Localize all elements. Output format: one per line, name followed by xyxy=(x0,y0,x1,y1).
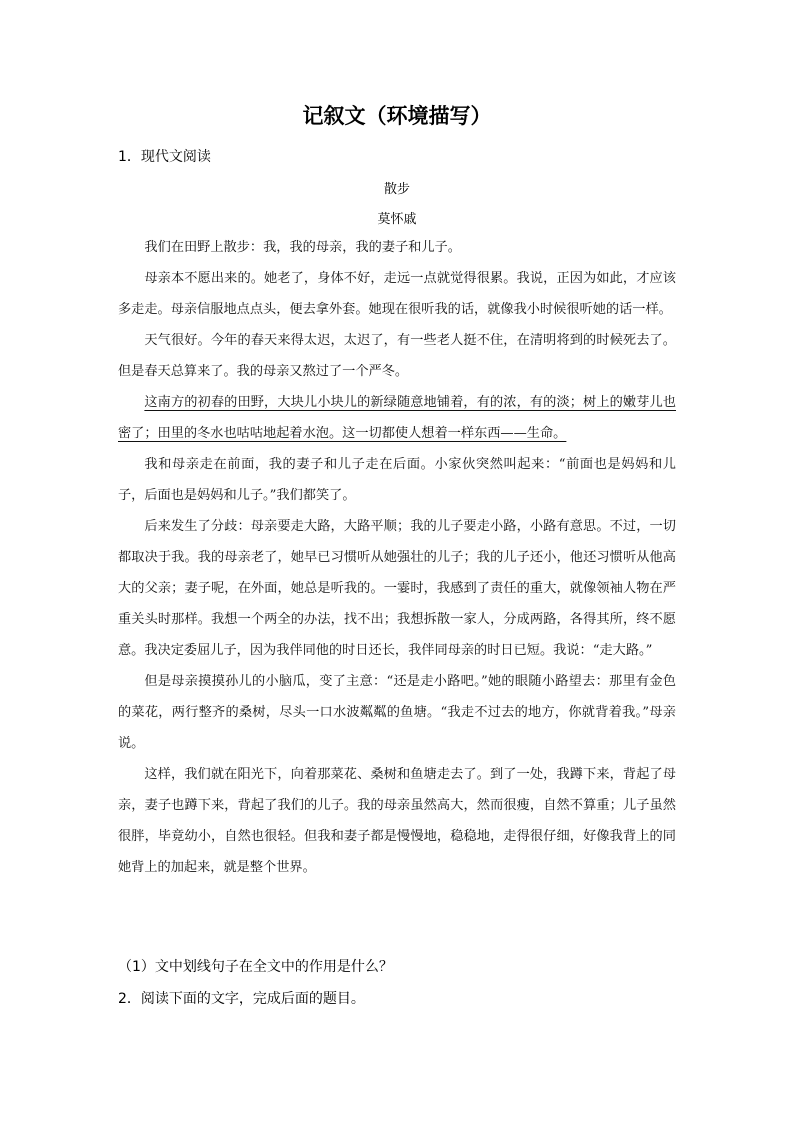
question-2-label: 2．阅读下面的文字，完成后面的题目。 xyxy=(118,991,365,1007)
article-author: 莫怀戚 xyxy=(377,212,417,227)
document-title: 记叙文（环境描写） xyxy=(302,104,492,128)
paragraph: 我和母亲走在前面，我的妻子和儿子走在后面。小家伙突然叫起来：“前面也是妈妈和儿子，后面也是妈妈和儿子。”我们都笑了。 xyxy=(118,457,676,503)
sub-question-1: （1）文中划线句子在全文中的作用是什么？ xyxy=(118,959,393,975)
paragraph: 这样，我们就在阳光下，向着那菜花、桑树和鱼塘走去了。到了一处，我蹲下来，背起了母亲，妻子也蹲下来，背起了我们的儿子。我的母亲虽然高大，然而很瘦，自然不算重；儿子虽然很胖，毕竟幼小，自然也很轻。但我和妻子都是慢慢地，稳稳地，走得很仔细，好像我背上的同她背上的加起来，就是整个世界。 xyxy=(118,767,676,875)
paragraph: 但是母亲摸摸孙儿的小脑瓜，变了主意：“还是走小路吧。”她的眼随小路望去：那里有金色的菜花，两行整齐的桑树，尽头一口水波粼粼的鱼塘。“我走不过去的地方，你就背着我。”母亲说。 xyxy=(118,674,676,751)
article-body xyxy=(118,232,676,883)
paragraph: 天气很好。今年的春天来得太迟，太迟了，有一些老人挺不住，在清明将到的时候死去了。但是春天总算来了。我的母亲又熬过了一个严冬。 xyxy=(118,333,676,379)
article-title: 散步 xyxy=(383,182,410,197)
question-1-label: 1．现代文阅读 xyxy=(118,149,211,165)
underlined-paragraph: 这南方的初春的田野，大块儿小块儿的新绿随意地铺着，有的浓，有的淡；树上的嫩芽儿也密了；田里的冬水也咕咕地起着水泡。这一切都使人想着一样东西——生命。 xyxy=(118,395,676,441)
paragraph: 我们在田野上散步：我，我的母亲，我的妻子和儿子。 xyxy=(144,240,461,255)
paragraph: 后来发生了分歧：母亲要走大路，大路平顺；我的儿子要走小路，小路有意思。不过，一切都取决于我。我的母亲老了，她早已习惯听从她强壮的儿子；我的儿子还小，他还习惯听从他高大的父亲；妻子呢，在外面，她总是听我的。一霎时，我感到了责任的重大，就像领袖人物在严重关头时那样。我想一个两全的办法，找不出；我想拆散一家人，分成两路，各得其所，终不愿意。我决定委屈儿子，因为我伴同他的时日还长，我伴同母亲的时日已短。我说：“走大路。” xyxy=(118,519,676,658)
paragraph: 母亲本不愿出来的。她老了，身体不好，走远一点就觉得很累。我说，正因为如此，才应该多走走。母亲信服地点点头，便去拿外套。她现在很听我的话，就像我小时候很听她的话一样。 xyxy=(118,271,676,317)
